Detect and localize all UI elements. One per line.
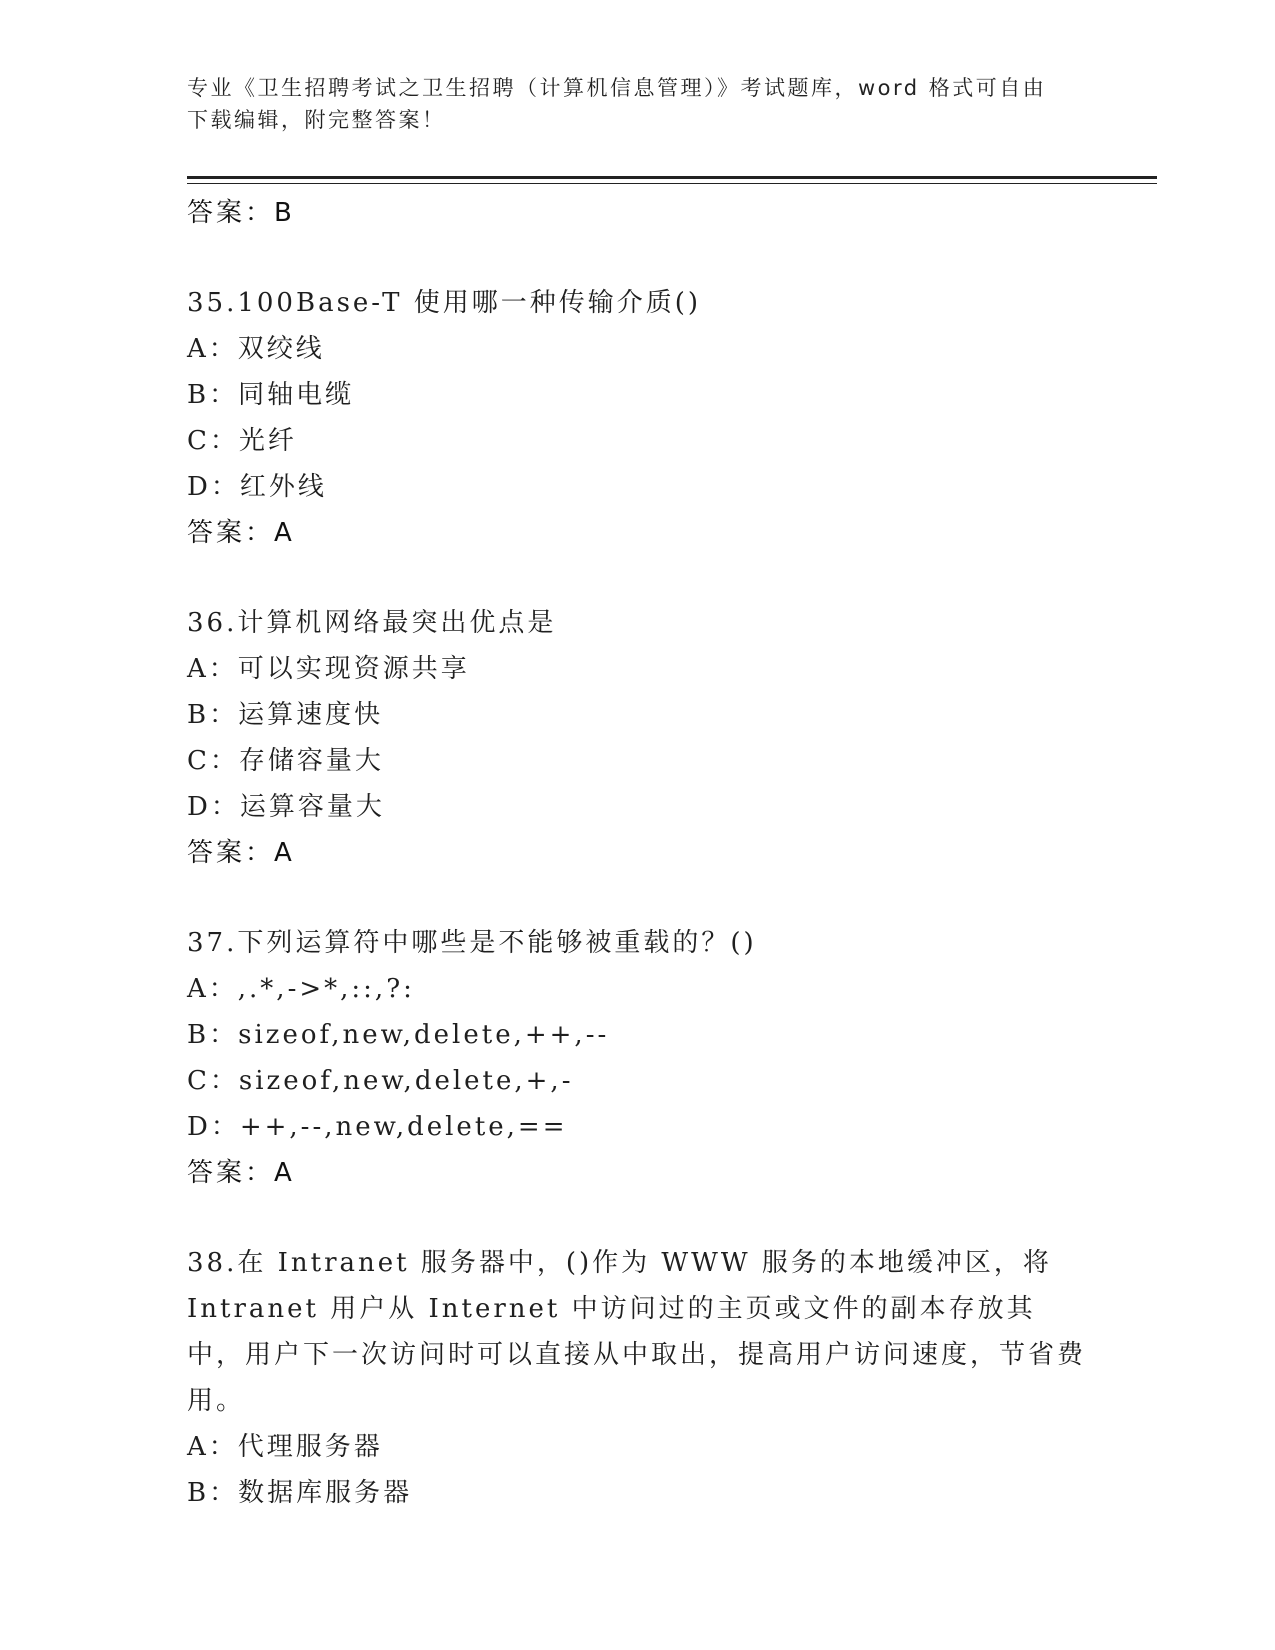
header-rule-thick bbox=[187, 176, 1157, 179]
option-b: B：同轴电缆 bbox=[187, 380, 355, 410]
option-b: B：运算速度快 bbox=[187, 700, 384, 730]
header-rule-thin bbox=[187, 183, 1157, 184]
answer-value: B bbox=[274, 198, 295, 228]
option-c: C：存储容量大 bbox=[187, 746, 384, 776]
option-d: D：红外线 bbox=[187, 472, 327, 502]
answer-label: 答案： bbox=[187, 838, 275, 868]
option-c: C：sizeof,new,delete,+,- bbox=[187, 1066, 574, 1096]
question-35 bbox=[187, 280, 1087, 556]
option-d: D：++,--,new,delete,== bbox=[187, 1112, 568, 1142]
question-list bbox=[187, 190, 1087, 1516]
answer-label: 答案： bbox=[187, 518, 275, 548]
document-header: 专业《卫生招聘考试之卫生招聘（计算机信息管理）》考试题库，word 格式可自由下载编辑，附完整答案！ bbox=[187, 76, 1047, 132]
answer bbox=[187, 510, 1087, 556]
option-a: A：可以实现资源共享 bbox=[187, 654, 470, 684]
answer-value: A bbox=[274, 1158, 295, 1188]
answer-value: A bbox=[274, 518, 295, 548]
option-c: C：光纤 bbox=[187, 426, 297, 456]
option-b: B：数据库服务器 bbox=[187, 1478, 413, 1508]
option-a: A：,.*,->*,::,?: bbox=[187, 974, 415, 1004]
question-stem: 35.100Base-T 使用哪一种传输介质() bbox=[187, 288, 702, 318]
question-38 bbox=[187, 1240, 1087, 1516]
answer bbox=[187, 1150, 1087, 1196]
answer-label: 答案： bbox=[187, 198, 275, 228]
question-36 bbox=[187, 600, 1087, 876]
previous-answer bbox=[187, 190, 1087, 236]
option-a: A：代理服务器 bbox=[187, 1432, 383, 1462]
question-stem: 38.在 Intranet 服务器中，()作为 WWW 服务的本地缓冲区，将 Intranet 用户从 Internet 中访问过的主页或文件的副本存放其中，用户下一次访问时可以直接从中取出，提高用户访问速度，节省费用。 bbox=[187, 1248, 1087, 1416]
question-stem: 37.下列运算符中哪些是不能够被重载的？() bbox=[187, 928, 757, 958]
answer bbox=[187, 830, 1087, 876]
question-stem: 36.计算机网络最突出优点是 bbox=[187, 608, 557, 638]
question-37 bbox=[187, 920, 1087, 1196]
option-b: B：sizeof,new,delete,++,-- bbox=[187, 1020, 610, 1050]
answer-label: 答案： bbox=[187, 1158, 275, 1188]
option-a: A：双绞线 bbox=[187, 334, 325, 364]
option-d: D：运算容量大 bbox=[187, 792, 385, 822]
answer-value: A bbox=[274, 838, 295, 868]
